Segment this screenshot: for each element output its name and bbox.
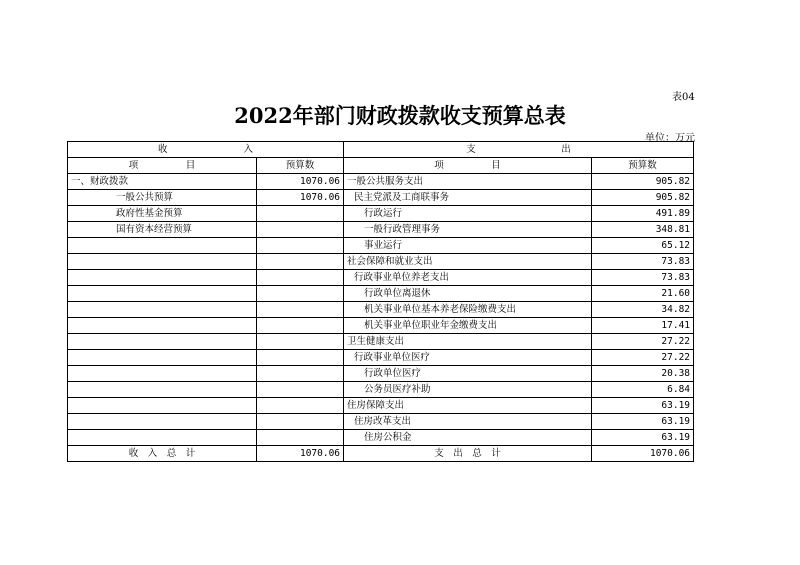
expense-budget-cell: 63.19 (592, 398, 694, 414)
expense-budget-header: 预算数 (592, 158, 694, 174)
table-row (68, 318, 694, 334)
table-row (68, 398, 694, 414)
table-row (68, 222, 694, 238)
income-item-cell: 一、财政拨款 (68, 174, 257, 190)
income-item-header: 项 目 (68, 158, 257, 174)
page-title: 2022年部门财政拨款收支预算总表 (234, 103, 566, 128)
income-item-cell: 政府性基金预算 (68, 206, 257, 222)
expense-budget-cell: 905.82 (592, 174, 694, 190)
income-item-cell: 一般公共预算 (68, 190, 257, 206)
expense-budget-cell: 348.81 (592, 222, 694, 238)
table-row (68, 334, 694, 350)
table-row (68, 190, 694, 206)
table-row (68, 350, 694, 366)
table-row (68, 238, 694, 254)
expense-budget-cell: 21.60 (592, 286, 694, 302)
expense-item-cell: 事业运行 (344, 238, 592, 254)
income-budget-header: 预算数 (257, 158, 344, 174)
income-item-cell (68, 318, 257, 334)
income-item-cell (68, 270, 257, 286)
table-row (68, 286, 694, 302)
income-item-cell (68, 350, 257, 366)
income-budget-cell (257, 302, 344, 318)
expense-item-cell: 住房改革支出 (344, 414, 592, 430)
income-item-cell (68, 334, 257, 350)
expense-item-cell: 行政事业单位养老支出 (344, 270, 592, 286)
income-budget-cell (257, 286, 344, 302)
expense-budget-cell: 27.22 (592, 350, 694, 366)
income-budget-cell (257, 254, 344, 270)
table-number: 表04 (672, 92, 695, 103)
expense-item-header: 项 目 (344, 158, 592, 174)
expense-total-label: 支 出 总 计 (344, 446, 592, 462)
income-item-cell (68, 254, 257, 270)
expense-budget-cell: 65.12 (592, 238, 694, 254)
income-budget-cell (257, 414, 344, 430)
table-row (68, 206, 694, 222)
expense-item-cell: 民主党派及工商联事务 (344, 190, 592, 206)
income-budget-cell (257, 238, 344, 254)
expense-item-cell: 行政单位离退休 (344, 286, 592, 302)
expense-budget-cell: 6.84 (592, 382, 694, 398)
expense-budget-cell: 73.83 (592, 270, 694, 286)
expense-item-cell: 卫生健康支出 (344, 334, 592, 350)
expense-budget-cell: 491.89 (592, 206, 694, 222)
expense-total-value: 1070.06 (592, 446, 694, 462)
expense-item-cell: 社会保障和就业支出 (344, 254, 592, 270)
income-budget-cell (257, 206, 344, 222)
table-row (68, 270, 694, 286)
income-budget-cell (257, 318, 344, 334)
table-row (68, 366, 694, 382)
income-item-cell: 国有资本经营预算 (68, 222, 257, 238)
table-row (68, 174, 694, 190)
income-item-cell (68, 430, 257, 446)
table-row (68, 414, 694, 430)
expense-item-cell: 住房公积金 (344, 430, 592, 446)
expense-item-cell: 行政事业单位医疗 (344, 350, 592, 366)
expense-item-cell: 行政单位医疗 (344, 366, 592, 382)
total-row (68, 446, 694, 462)
expense-budget-cell: 73.83 (592, 254, 694, 270)
income-item-cell (68, 366, 257, 382)
expense-budget-cell: 63.19 (592, 414, 694, 430)
section-header-row (68, 142, 694, 158)
income-budget-cell: 1070.06 (257, 174, 344, 190)
income-budget-cell (257, 334, 344, 350)
expense-header: 支 出 (344, 142, 694, 158)
table-row (68, 430, 694, 446)
column-header-row (68, 158, 694, 174)
expense-budget-cell: 34.82 (592, 302, 694, 318)
expense-budget-cell: 63.19 (592, 430, 694, 446)
expense-budget-cell: 905.82 (592, 190, 694, 206)
expense-item-cell: 公务员医疗补助 (344, 382, 592, 398)
income-budget-cell (257, 366, 344, 382)
income-item-cell (68, 238, 257, 254)
table-row (68, 302, 694, 318)
income-budget-cell (257, 382, 344, 398)
income-total-value: 1070.06 (257, 446, 344, 462)
income-budget-cell (257, 398, 344, 414)
expense-item-cell: 行政运行 (344, 206, 592, 222)
table-row (68, 382, 694, 398)
income-budget-cell (257, 350, 344, 366)
expense-item-cell: 一般行政管理事务 (344, 222, 592, 238)
income-item-cell (68, 286, 257, 302)
expense-item-cell: 住房保障支出 (344, 398, 592, 414)
income-item-cell (68, 382, 257, 398)
expense-item-cell: 机关事业单位基本养老保险缴费支出 (344, 302, 592, 318)
expense-budget-cell: 17.41 (592, 318, 694, 334)
income-budget-cell (257, 270, 344, 286)
expense-budget-cell: 27.22 (592, 334, 694, 350)
unit-label: 单位：万元 (645, 133, 695, 144)
income-budget-cell (257, 430, 344, 446)
income-budget-cell (257, 222, 344, 238)
expense-budget-cell: 20.38 (592, 366, 694, 382)
budget-table (67, 141, 694, 462)
income-total-label: 收 入 总 计 (68, 446, 257, 462)
table-row (68, 254, 694, 270)
income-header: 收 入 (68, 142, 344, 158)
income-item-cell (68, 398, 257, 414)
income-budget-cell: 1070.06 (257, 190, 344, 206)
expense-item-cell: 机关事业单位职业年金缴费支出 (344, 318, 592, 334)
expense-item-cell: 一般公共服务支出 (344, 174, 592, 190)
income-item-cell (68, 302, 257, 318)
income-item-cell (68, 414, 257, 430)
